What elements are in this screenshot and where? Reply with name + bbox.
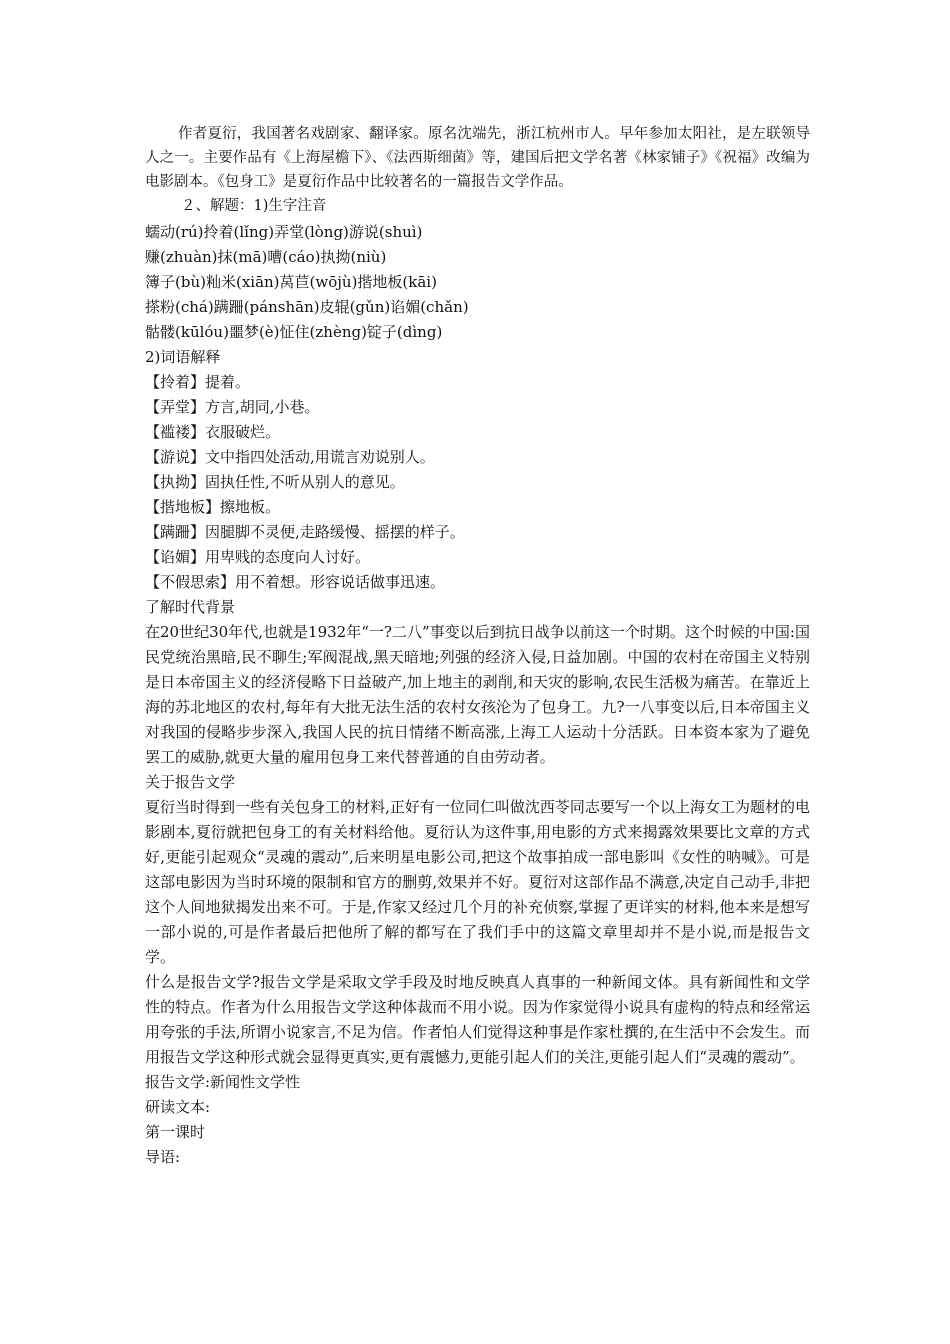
pinyin-line: 蠕动(rú)拎着(lǐng)弄堂(lòng)游说(shuì) <box>145 223 423 241</box>
guide-heading: 导语: <box>145 1148 181 1166</box>
vocab-heading: 2)词语解释 <box>145 348 221 366</box>
document-page <box>145 122 810 1170</box>
summary-line: 报告文学:新闻性文学性 <box>145 1073 301 1091</box>
vocab-item: 【揩地板】擦地板。 <box>145 498 281 516</box>
background-heading: 了解时代背景 <box>145 598 236 616</box>
study-heading: 研读文本: <box>145 1098 211 1116</box>
vocab-item: 【褴褛】衣服破烂。 <box>145 423 281 441</box>
vocab-item: 【蹒跚】因腿脚不灵便,走路缓慢、摇摆的样子。 <box>145 523 465 541</box>
pinyin-line: 赚(zhuàn)抹(mā)嘈(cáo)执拗(niù) <box>145 248 387 266</box>
background-paragraph: 在20世纪30年代,也就是1932年“一?二八”事变以后到抗日战争以前这一个时期。这个时候的中国:国民党统治黑暗,民不聊生;军阀混战,黑天暗地;列强的经济入侵,日益加剧。中国的农村在帝国主义特别是日本帝国主义的经济侵略下日益破产,加上地主的剥削,和天灾的影响,农民生活极为痛苦。在靠近上海的苏北地区的农村,每年有大批无法生活的农村女孩沦为了包身工。九?一八事变以后,日本帝国主义对我国的侵略步步深入,我国人民的抗日情绪不断高涨,上海工人运动十分活跃。日本资本家为了避免罢工的威胁,就更大量的雇用包身工来代替普通的自由劳动者。 <box>145 623 810 766</box>
about-paragraph: 夏衍当时得到一些有关包身工的材料,正好有一位同仁叫做沈西苓同志要写一个以上海女工为题材的电影剧本,夏衍就把包身工的有关材料给他。夏衍认为这件事,用电影的方式来揭露效果要比文章的方式好,更能引起观众“灵魂的震动”,后来明星电影公司,把这个故事拍成一部电影叫《女性的呐喊》。可是这部电影因为当时环境的限制和官方的删剪,效果并不好。夏衍对这部作品不满意,决定自己动手,非把这个人间地狱揭发出来不可。于是,作家又经过几个月的补充侦察,掌握了更详实的材料,他本来是想写一部小说的,可是作者最后把他所了解的都写在了我们手中的这篇文章里却并不是小说,而是报告文学。 <box>145 798 810 966</box>
vocab-item: 【拎着】提着。 <box>145 373 251 391</box>
pinyin-line: 搽粉(chá)蹒跚(pánshān)皮辊(gǔn)谄媚(chǎn) <box>145 298 469 316</box>
jieti-heading: ２、解题：1)生字注音 <box>181 198 327 214</box>
pinyin-line: 骷髅(kūlóu)噩梦(è)怔住(zhèng)锭子(dìng) <box>145 323 443 341</box>
intro-paragraph: 作者夏衍，我国著名戏剧家、翻译家。原名沈端先，浙江杭州市人。早年参加太阳社，是左联领导人之一。主要作品有《上海屋檐下》、《法西斯细菌》等，建国后把文学名著《林家铺子》《祝福》改编为电影剧本。《包身工》是夏衍作品中比较著名的一篇报告文学作品。 <box>145 126 810 190</box>
definition-paragraph: 什么是报告文学?报告文学是采取文学手段及时地反映真人真事的一种新闻文体。具有新闻性和文学性的特点。作者为什么用报告文学这种体裁而不用小说。因为作家觉得小说具有虚构的特点和经常运用夸张的手法,所谓小说家言,不足为信。作者怕人们觉得这种事是作家杜撰的,在生活中不会发生。而用报告文学这种形式就会显得更真实,更有震憾力,更能引起人们的关注,更能引起人们“灵魂的震动”。 <box>145 973 810 1066</box>
vocab-item: 【不假思索】用不着想。形容说话做事迅速。 <box>145 573 446 591</box>
vocab-item: 【谄媚】用卑贱的态度向人讨好。 <box>145 548 371 566</box>
vocab-item: 【弄堂】方言,胡同,小巷。 <box>145 398 320 416</box>
pinyin-line: 簿子(bù)籼米(xiān)莴苣(wōjù)揩地板(kāi) <box>145 273 437 291</box>
about-heading: 关于报告文学 <box>145 773 236 791</box>
lesson-heading: 第一课时 <box>145 1123 206 1141</box>
vocab-item: 【游说】文中指四处活动,用谎言劝说别人。 <box>145 448 435 466</box>
vocab-item: 【执拗】固执任性,不听从别人的意见。 <box>145 473 405 491</box>
